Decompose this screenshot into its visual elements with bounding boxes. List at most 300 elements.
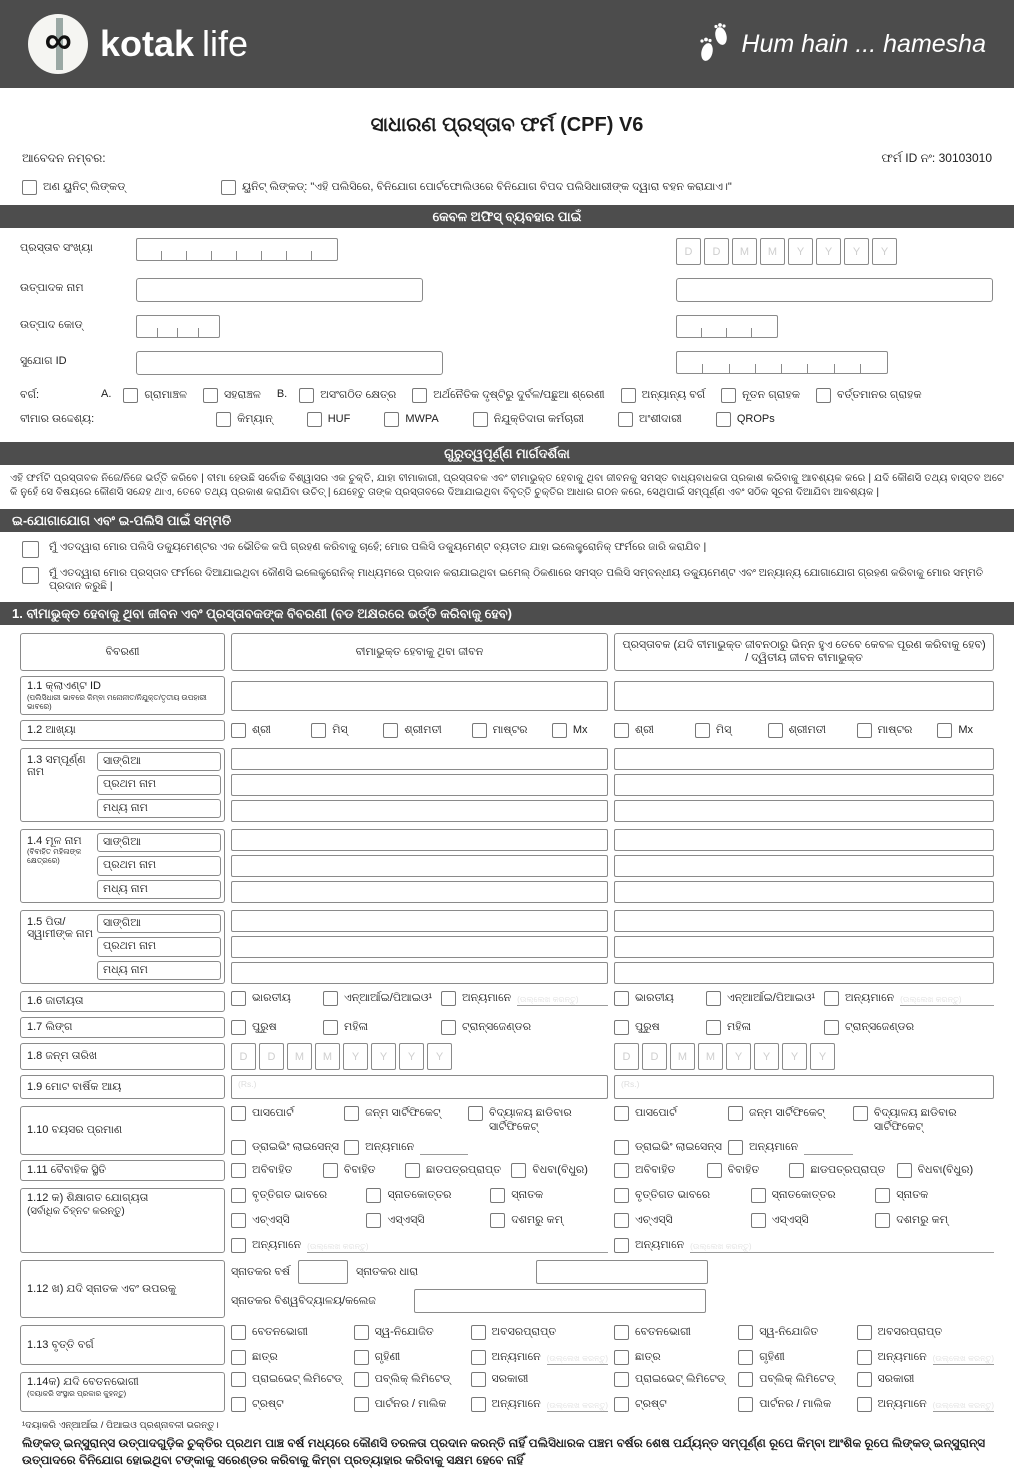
checkbox-option[interactable] — [738, 1325, 856, 1340]
write-in-line[interactable]: (ଉଲ୍ଲେଖ କରନ୍ତୁ) — [546, 1354, 608, 1363]
checkbox[interactable] — [857, 1397, 872, 1412]
gender-options-proposer — [614, 1017, 994, 1038]
full-name-label: 1.3 ସମ୍ପୂର୍ଣ୍ଣ ନାମ — [27, 754, 86, 778]
checkbox-label: ପାର୍ଟନର / ମାଲିକ — [759, 1398, 832, 1410]
checkbox-option[interactable] — [307, 412, 351, 427]
checkbox-label: କିମ୍ୟାନ୍ — [237, 413, 273, 425]
checkbox[interactable] — [383, 723, 398, 738]
checkbox[interactable] — [123, 388, 138, 403]
checkbox-option[interactable] — [471, 1325, 609, 1340]
checkbox[interactable] — [824, 1020, 839, 1035]
checkbox-option[interactable] — [231, 1238, 608, 1253]
write-in-line[interactable] — [420, 1154, 468, 1155]
checkbox[interactable] — [323, 1020, 338, 1035]
checkbox-option[interactable] — [738, 1397, 856, 1412]
comb-cell[interactable] — [312, 239, 337, 260]
checkbox[interactable] — [614, 1325, 629, 1340]
client-id-field-life[interactable] — [231, 681, 608, 711]
checkbox[interactable] — [412, 388, 427, 403]
econsent-checkbox-1[interactable] — [22, 541, 39, 558]
maiden-name-first-field-life[interactable] — [231, 855, 608, 877]
checkbox[interactable] — [738, 1372, 753, 1387]
checkbox[interactable] — [471, 1372, 486, 1387]
write-in-line[interactable]: (ଉଲ୍ଲେଖ କରନ୍ତୁ) — [307, 1242, 608, 1253]
checkbox[interactable] — [857, 1372, 872, 1387]
insurance-purpose-options — [216, 412, 994, 427]
checkbox[interactable] — [816, 388, 831, 403]
checkbox-option[interactable] — [344, 1106, 468, 1121]
checkbox[interactable] — [231, 1397, 246, 1412]
character-box[interactable]: D — [676, 238, 701, 265]
checkbox[interactable] — [857, 1350, 872, 1365]
character-box[interactable]: M — [698, 1043, 723, 1070]
checkbox-option[interactable] — [897, 1163, 994, 1178]
checkbox-option[interactable] — [231, 1106, 344, 1121]
category-options — [101, 388, 994, 403]
character-box[interactable]: Y — [788, 238, 813, 265]
checkbox-option[interactable] — [203, 388, 261, 403]
checkbox-option[interactable] — [614, 1106, 728, 1121]
checkbox[interactable] — [472, 723, 487, 738]
comb-cell[interactable] — [727, 316, 752, 337]
checkbox[interactable] — [471, 1325, 486, 1340]
checkbox-label: ବର୍ତ୍ତମାନର ଗ୍ରାହକ — [836, 389, 922, 401]
checkbox[interactable] — [231, 723, 246, 738]
father-name-surname-field-proposer[interactable] — [614, 910, 994, 932]
comb-cell[interactable] — [677, 316, 702, 337]
checkbox-option[interactable] — [706, 1020, 824, 1035]
checkbox[interactable] — [738, 1325, 753, 1340]
checkbox[interactable] — [695, 723, 710, 738]
checkbox-option[interactable] — [472, 723, 552, 738]
checkbox[interactable] — [231, 1106, 246, 1121]
comb-cell[interactable] — [212, 239, 237, 260]
comb-cell[interactable] — [756, 352, 782, 373]
checkbox-option[interactable] — [614, 1238, 994, 1253]
checkbox[interactable] — [614, 1020, 629, 1035]
checkbox-option[interactable] — [366, 1188, 490, 1203]
character-box[interactable]: M — [287, 1043, 312, 1070]
full-name-surname-field-proposer[interactable] — [614, 748, 994, 770]
checkbox-option[interactable] — [614, 1350, 738, 1365]
checkbox-option[interactable] — [299, 388, 396, 403]
checkbox[interactable] — [231, 1350, 246, 1365]
character-box[interactable]: M — [670, 1043, 695, 1070]
character-box[interactable]: Y — [427, 1043, 452, 1070]
annual-income-field-life[interactable] — [231, 1075, 608, 1099]
checkbox[interactable] — [897, 1163, 912, 1178]
checkbox[interactable] — [614, 1163, 629, 1178]
checkbox[interactable] — [468, 1106, 483, 1121]
checkbox[interactable] — [552, 723, 567, 738]
opportunity-id-field[interactable] — [136, 351, 443, 375]
checkbox-option[interactable] — [728, 1140, 853, 1155]
checkbox-option[interactable] — [383, 723, 471, 738]
checkbox[interactable] — [768, 723, 783, 738]
guidelines-text: ଏହି ଫର୍ମଟି ପ୍ରସ୍ତାବକ ନିଜେ/ନିଜେ ଭର୍ତ୍ତି କରିବେ | ବୀମା ହେଉଛି ସର୍ବୋଚ୍ଚ ବିଶ୍ୱାସର ଏକ ଚୁକ୍ତି, ଯାହା ବୀମାକାରୀ, ପ୍ରସ୍ତାବକ ଏବଂ ବୀମାଭୁକ୍ତ ହେବାକୁ ଥିବା ଜୀବନକୁ ସମସ୍ତ ବାଧ୍ୟବାଧକତା ପ୍ରକାଶ କରିବାକୁ ଆବଶ୍ୟକ କରେ | ଯଦି କୌଣସି ତଥ୍ୟ ବାସ୍ତବ ଅଟେ କି ନୁହେଁ ସେ ବିଷୟରେ କୌଣସି ସନ୍ଦେହ ଥାଏ, ତେବେ ତଥ୍ୟ ପ୍ରକାଶ କରାଯିବା ଉଚିତ୍ | ଯେହେତୁ ତାଙ୍କ ପ୍ରସ୍ତାବରେ ଦିଆଯାଇଥିବା ବିବୃତ୍ତି ଚୁକ୍ତିର ଆଧାର ଗଠନ କରେ, ସେଥିପାଇଁ ସମ୍ପୂର୍ଣ୍ଣ ଏବଂ ସଠିକ ସୂଚନା ଦିଆଯିବା ଆବଶ୍ୟକ | — [10, 473, 1004, 498]
full-name-middle-field-life[interactable] — [231, 800, 608, 822]
checkbox[interactable] — [231, 991, 246, 1006]
checkbox[interactable] — [857, 1325, 872, 1340]
maiden-name-surname-field-life[interactable] — [231, 829, 608, 851]
checkbox[interactable] — [614, 1350, 629, 1365]
checkbox[interactable] — [231, 1020, 246, 1035]
checkbox-option[interactable] — [614, 1325, 738, 1340]
maiden-name-middle-field-proposer[interactable] — [614, 881, 994, 903]
checkbox-option[interactable] — [511, 1163, 608, 1178]
non-unit-linked-option[interactable] — [22, 180, 207, 195]
full-name-surname-field-life[interactable] — [231, 748, 608, 770]
checkbox-option[interactable] — [614, 1213, 751, 1228]
checkbox[interactable] — [728, 1140, 743, 1155]
checkbox-option[interactable] — [311, 723, 383, 738]
checkbox-option[interactable] — [405, 1163, 511, 1178]
maiden-name-first-field-proposer[interactable] — [614, 855, 994, 877]
checkbox[interactable] — [231, 1188, 246, 1203]
checkbox-option[interactable] — [354, 1372, 471, 1387]
checkbox[interactable] — [857, 723, 872, 738]
character-box[interactable]: D — [259, 1043, 284, 1070]
checkbox[interactable] — [323, 1163, 338, 1178]
father-name-first-field-proposer[interactable] — [614, 936, 994, 958]
checkbox-option[interactable] — [231, 1213, 366, 1228]
checkbox[interactable] — [751, 1188, 766, 1203]
comb-cell[interactable] — [730, 352, 756, 373]
character-box[interactable]: D — [704, 238, 729, 265]
checkbox-option[interactable] — [231, 723, 311, 738]
comb-cell[interactable] — [162, 239, 187, 260]
checkbox[interactable] — [614, 1372, 629, 1387]
checkbox-option[interactable] — [441, 1020, 608, 1035]
checkbox-option[interactable] — [471, 1372, 609, 1387]
checkbox[interactable] — [614, 1213, 629, 1228]
checkbox-option[interactable] — [614, 1372, 738, 1387]
form-id — [881, 151, 992, 166]
checkbox[interactable] — [614, 1188, 629, 1203]
checkbox-option[interactable] — [728, 1106, 853, 1121]
checkbox-option[interactable] — [738, 1350, 856, 1365]
checkbox[interactable] — [344, 1106, 359, 1121]
checkbox[interactable] — [789, 1163, 804, 1178]
econsent-option-2[interactable] — [22, 567, 992, 593]
checkbox-option[interactable] — [366, 1213, 490, 1228]
checkbox-option[interactable] — [857, 1372, 995, 1387]
checkbox[interactable] — [471, 1350, 486, 1365]
checkbox[interactable] — [366, 1213, 381, 1228]
checkbox-option[interactable] — [468, 1106, 608, 1134]
character-box[interactable]: Y — [844, 238, 869, 265]
checkbox-option[interactable] — [471, 1350, 609, 1365]
checkbox-option[interactable] — [857, 723, 938, 738]
character-box[interactable]: Y — [726, 1043, 751, 1070]
checkbox-option[interactable] — [721, 388, 800, 403]
checkbox-option[interactable] — [789, 1163, 896, 1178]
comb-cell[interactable] — [677, 352, 703, 373]
checkbox[interactable] — [473, 412, 488, 427]
maiden-name-middle-field-life[interactable] — [231, 881, 608, 903]
checkbox[interactable] — [203, 388, 218, 403]
opportunity-id-field-2[interactable] — [676, 351, 888, 374]
checkbox[interactable] — [366, 1188, 381, 1203]
full-name-first-field-life[interactable] — [231, 774, 608, 796]
checkbox[interactable] — [721, 388, 736, 403]
checkbox[interactable] — [405, 1163, 420, 1178]
checkbox-option[interactable] — [816, 388, 922, 403]
client-id-field-proposer[interactable] — [614, 681, 994, 711]
checkbox[interactable] — [706, 991, 721, 1006]
col-proposer-header: ପ୍ରସ୍ତାବକ (ଯଦି ବୀମାଭୁକ୍ତ ଜୀବନଠାରୁ ଭିନ୍ନ ହୁଏ ତେବେ କେବଳ ପୂରଣ କରିବାକୁ ହେବ) / ଦ୍ୱିତୀୟ ଜୀବନ ବୀମାଭୁକ୍ତ — [614, 633, 994, 671]
character-box[interactable]: Y — [782, 1043, 807, 1070]
checkbox[interactable] — [231, 1325, 246, 1340]
producer-name-field-2[interactable] — [676, 278, 993, 302]
checkbox-option[interactable] — [618, 412, 682, 427]
checkbox[interactable] — [875, 1188, 890, 1203]
write-in-line[interactable]: (ଉଲ୍ଲେଖ କରନ୍ତୁ) — [900, 995, 994, 1006]
character-box[interactable]: Y — [816, 238, 841, 265]
checkbox[interactable] — [384, 412, 399, 427]
checkbox-option[interactable] — [738, 1372, 856, 1387]
checkbox[interactable] — [311, 723, 326, 738]
comb-cell[interactable] — [808, 352, 834, 373]
checkbox-option[interactable] — [621, 388, 706, 403]
checkbox-option[interactable] — [824, 991, 994, 1006]
comb-cell[interactable] — [137, 316, 158, 337]
checkbox-option[interactable] — [354, 1350, 471, 1365]
non-unit-linked-label: ଅଣ ୟୁନିଟ୍ ଲିଙ୍କଡ୍ — [43, 181, 126, 193]
checkbox-option[interactable] — [473, 412, 584, 427]
maiden-name-surname-field-proposer[interactable] — [614, 829, 994, 851]
checkbox-option[interactable] — [354, 1325, 471, 1340]
checkbox[interactable] — [751, 1213, 766, 1228]
character-box[interactable]: Y — [371, 1043, 396, 1070]
checkbox[interactable] — [707, 1163, 722, 1178]
checkbox-option[interactable] — [552, 723, 608, 738]
write-in-line[interactable]: (ଉଲ୍ଲେଖ କରନ୍ତୁ) — [517, 995, 608, 1006]
checkbox[interactable] — [231, 1140, 246, 1155]
checkbox[interactable] — [706, 1020, 721, 1035]
product-code-field-2[interactable] — [676, 315, 778, 338]
checkbox-option[interactable] — [231, 1163, 323, 1178]
product-code-field[interactable] — [136, 315, 220, 338]
checkbox-label: ସହରାଞ୍ଚଳ — [223, 389, 261, 401]
checkbox-option[interactable] — [354, 1397, 471, 1412]
checkbox[interactable] — [824, 991, 839, 1006]
checkbox[interactable] — [738, 1397, 753, 1412]
checkbox-option[interactable] — [412, 388, 604, 403]
checkbox[interactable] — [728, 1106, 743, 1121]
checkbox[interactable] — [490, 1213, 505, 1228]
checkbox-option[interactable] — [751, 1188, 876, 1203]
comb-cell[interactable] — [187, 239, 212, 260]
checkbox-option[interactable] — [614, 991, 706, 1006]
checkbox[interactable] — [614, 1140, 629, 1155]
checkbox-option[interactable] — [706, 991, 824, 1006]
character-box[interactable]: M — [732, 238, 757, 265]
checkbox[interactable] — [441, 991, 456, 1006]
checkbox[interactable] — [471, 1397, 486, 1412]
checkbox[interactable] — [231, 1163, 246, 1178]
checkbox-option[interactable] — [751, 1213, 876, 1228]
econsent-option-1[interactable] — [22, 541, 992, 558]
checkbox-option[interactable] — [614, 723, 695, 738]
checkbox[interactable] — [716, 412, 731, 427]
footprints-icon — [697, 22, 731, 66]
checkbox-option[interactable] — [857, 1350, 995, 1365]
checkbox[interactable] — [299, 388, 314, 403]
dob-field-life[interactable] — [231, 1043, 608, 1070]
checkbox-option[interactable] — [695, 723, 768, 738]
checkbox-option[interactable] — [614, 1020, 706, 1035]
write-in-line[interactable]: (ଉଲ୍ଲେଖ କରନ୍ତୁ) — [932, 1401, 994, 1410]
character-box[interactable]: Y — [399, 1043, 424, 1070]
character-box[interactable]: M — [315, 1043, 340, 1070]
office-date-field[interactable] — [676, 238, 994, 265]
checkbox-option[interactable] — [323, 991, 441, 1006]
checkbox-option[interactable] — [614, 1163, 707, 1178]
father-name-first-field-life[interactable] — [231, 936, 608, 958]
checkbox[interactable] — [614, 991, 629, 1006]
checkbox[interactable] — [231, 1238, 246, 1253]
unit-linked-checkbox[interactable] — [221, 180, 236, 195]
comb-cell[interactable] — [158, 316, 179, 337]
character-box[interactable]: Y — [810, 1043, 835, 1070]
checkbox-option[interactable] — [875, 1213, 994, 1228]
checkbox-option[interactable] — [937, 723, 994, 738]
checkbox[interactable] — [614, 1238, 629, 1253]
econsent-checkbox-2[interactable] — [22, 567, 39, 584]
checkbox[interactable] — [216, 412, 231, 427]
graduation-stream-field[interactable] — [536, 1260, 708, 1284]
checkbox[interactable] — [231, 1213, 246, 1228]
comb-cell[interactable] — [835, 352, 861, 373]
checkbox[interactable] — [344, 1140, 359, 1155]
checkbox-option[interactable] — [707, 1163, 790, 1178]
checkbox-option[interactable] — [853, 1106, 994, 1134]
proposal-number-field[interactable] — [136, 238, 338, 261]
comb-cell[interactable] — [702, 316, 727, 337]
character-box[interactable]: D — [231, 1043, 256, 1070]
character-box[interactable]: D — [642, 1043, 667, 1070]
character-box[interactable]: D — [614, 1043, 639, 1070]
graduation-year-field[interactable] — [298, 1260, 348, 1284]
comb-cell[interactable] — [262, 239, 287, 260]
comb-cell[interactable] — [178, 316, 199, 337]
annual-income-field-proposer[interactable] — [614, 1075, 994, 1099]
checkbox-option[interactable] — [231, 991, 323, 1006]
character-box[interactable]: Y — [343, 1043, 368, 1070]
comb-cell[interactable] — [287, 239, 312, 260]
comb-cell[interactable] — [861, 352, 887, 373]
checkbox-option[interactable] — [614, 1397, 738, 1412]
checkbox-option[interactable] — [231, 1020, 323, 1035]
checkbox-option[interactable] — [614, 1188, 751, 1203]
character-box[interactable]: Y — [872, 238, 897, 265]
checkbox-option[interactable] — [716, 412, 775, 427]
checkbox[interactable] — [490, 1188, 505, 1203]
checkbox-option[interactable] — [441, 991, 608, 1006]
full-name-first-field-proposer[interactable] — [614, 774, 994, 796]
checkbox-option[interactable] — [857, 1397, 995, 1412]
checkbox-option[interactable] — [490, 1213, 608, 1228]
checkbox-label: ପାର୍ଟନର / ମାଲିକ — [374, 1398, 447, 1410]
checkbox-option[interactable] — [323, 1020, 441, 1035]
character-box[interactable]: Y — [754, 1043, 779, 1070]
education-label: 1.12 କ) ଶିକ୍ଷାଗତ ଯୋଗ୍ୟତା (ସର୍ବାଧିକ ଚିହ୍ନଟ କରନ୍ତୁ) — [20, 1188, 225, 1253]
checkbox-option[interactable] — [231, 1372, 354, 1387]
non-unit-linked-checkbox[interactable] — [22, 180, 37, 195]
write-in-line[interactable]: (ଉଲ୍ଲେଖ କରନ୍ତୁ) — [932, 1354, 994, 1363]
write-in-line[interactable]: (ଉଲ୍ଲେଖ କରନ୍ତୁ) — [690, 1242, 994, 1253]
checkbox[interactable] — [307, 412, 322, 427]
checkbox[interactable] — [614, 1106, 629, 1121]
checkbox-option[interactable] — [231, 1140, 344, 1155]
producer-name-field[interactable] — [136, 278, 423, 302]
checkbox-option[interactable] — [231, 1350, 354, 1365]
checkbox[interactable] — [614, 1397, 629, 1412]
comb-cell[interactable] — [752, 316, 777, 337]
checkbox[interactable] — [231, 1372, 246, 1387]
dob-field-proposer[interactable] — [614, 1043, 994, 1070]
father-name-surname-field-life[interactable] — [231, 910, 608, 932]
checkbox[interactable] — [875, 1213, 890, 1228]
checkbox-option[interactable] — [231, 1188, 366, 1203]
checkbox-option[interactable] — [768, 723, 857, 738]
checkbox-option[interactable] — [824, 1020, 994, 1035]
father-name-middle-field-proposer[interactable] — [614, 962, 994, 984]
checkbox-option[interactable] — [614, 1140, 728, 1155]
unit-linked-option[interactable] — [221, 180, 732, 195]
checkbox-option[interactable] — [216, 412, 273, 427]
checkbox[interactable] — [614, 723, 629, 738]
write-in-line[interactable] — [804, 1154, 853, 1155]
comb-cell[interactable] — [703, 352, 729, 373]
checkbox-option[interactable] — [344, 1140, 468, 1155]
org-type-options-proposer — [614, 1372, 994, 1412]
checkbox-option[interactable] — [231, 1325, 354, 1340]
checkbox[interactable] — [738, 1350, 753, 1365]
checkbox[interactable] — [441, 1020, 456, 1035]
checkbox-option[interactable] — [231, 1397, 354, 1412]
graduation-college-field[interactable] — [414, 1289, 706, 1313]
character-box[interactable]: M — [760, 238, 785, 265]
comb-cell[interactable] — [782, 352, 808, 373]
checkbox[interactable] — [511, 1163, 526, 1178]
checkbox[interactable] — [354, 1350, 369, 1365]
checkbox-option[interactable] — [471, 1397, 609, 1412]
comb-cell[interactable] — [199, 316, 220, 337]
checkbox-option[interactable] — [123, 388, 187, 403]
checkbox[interactable] — [354, 1372, 369, 1387]
checkbox-option[interactable] — [490, 1188, 608, 1203]
comb-cell[interactable] — [237, 239, 262, 260]
write-in-line[interactable]: (ଉଲ୍ଲେଖ କରନ୍ତୁ) — [546, 1401, 608, 1410]
checkbox-option[interactable] — [857, 1325, 995, 1340]
checkbox-option[interactable] — [875, 1188, 994, 1203]
checkbox[interactable] — [323, 991, 338, 1006]
comb-cell[interactable] — [137, 239, 162, 260]
checkbox[interactable] — [618, 412, 633, 427]
checkbox-label: ଅବିବାହିତ — [252, 1164, 293, 1176]
checkbox[interactable] — [853, 1106, 868, 1121]
checkbox[interactable] — [937, 723, 952, 738]
checkbox[interactable] — [621, 388, 636, 403]
full-name-middle-field-proposer[interactable] — [614, 800, 994, 822]
checkbox[interactable] — [354, 1325, 369, 1340]
checkbox[interactable] — [354, 1397, 369, 1412]
checkbox-option[interactable] — [384, 412, 438, 427]
checkbox-option[interactable] — [323, 1163, 405, 1178]
father-name-middle-field-life[interactable] — [231, 962, 608, 984]
